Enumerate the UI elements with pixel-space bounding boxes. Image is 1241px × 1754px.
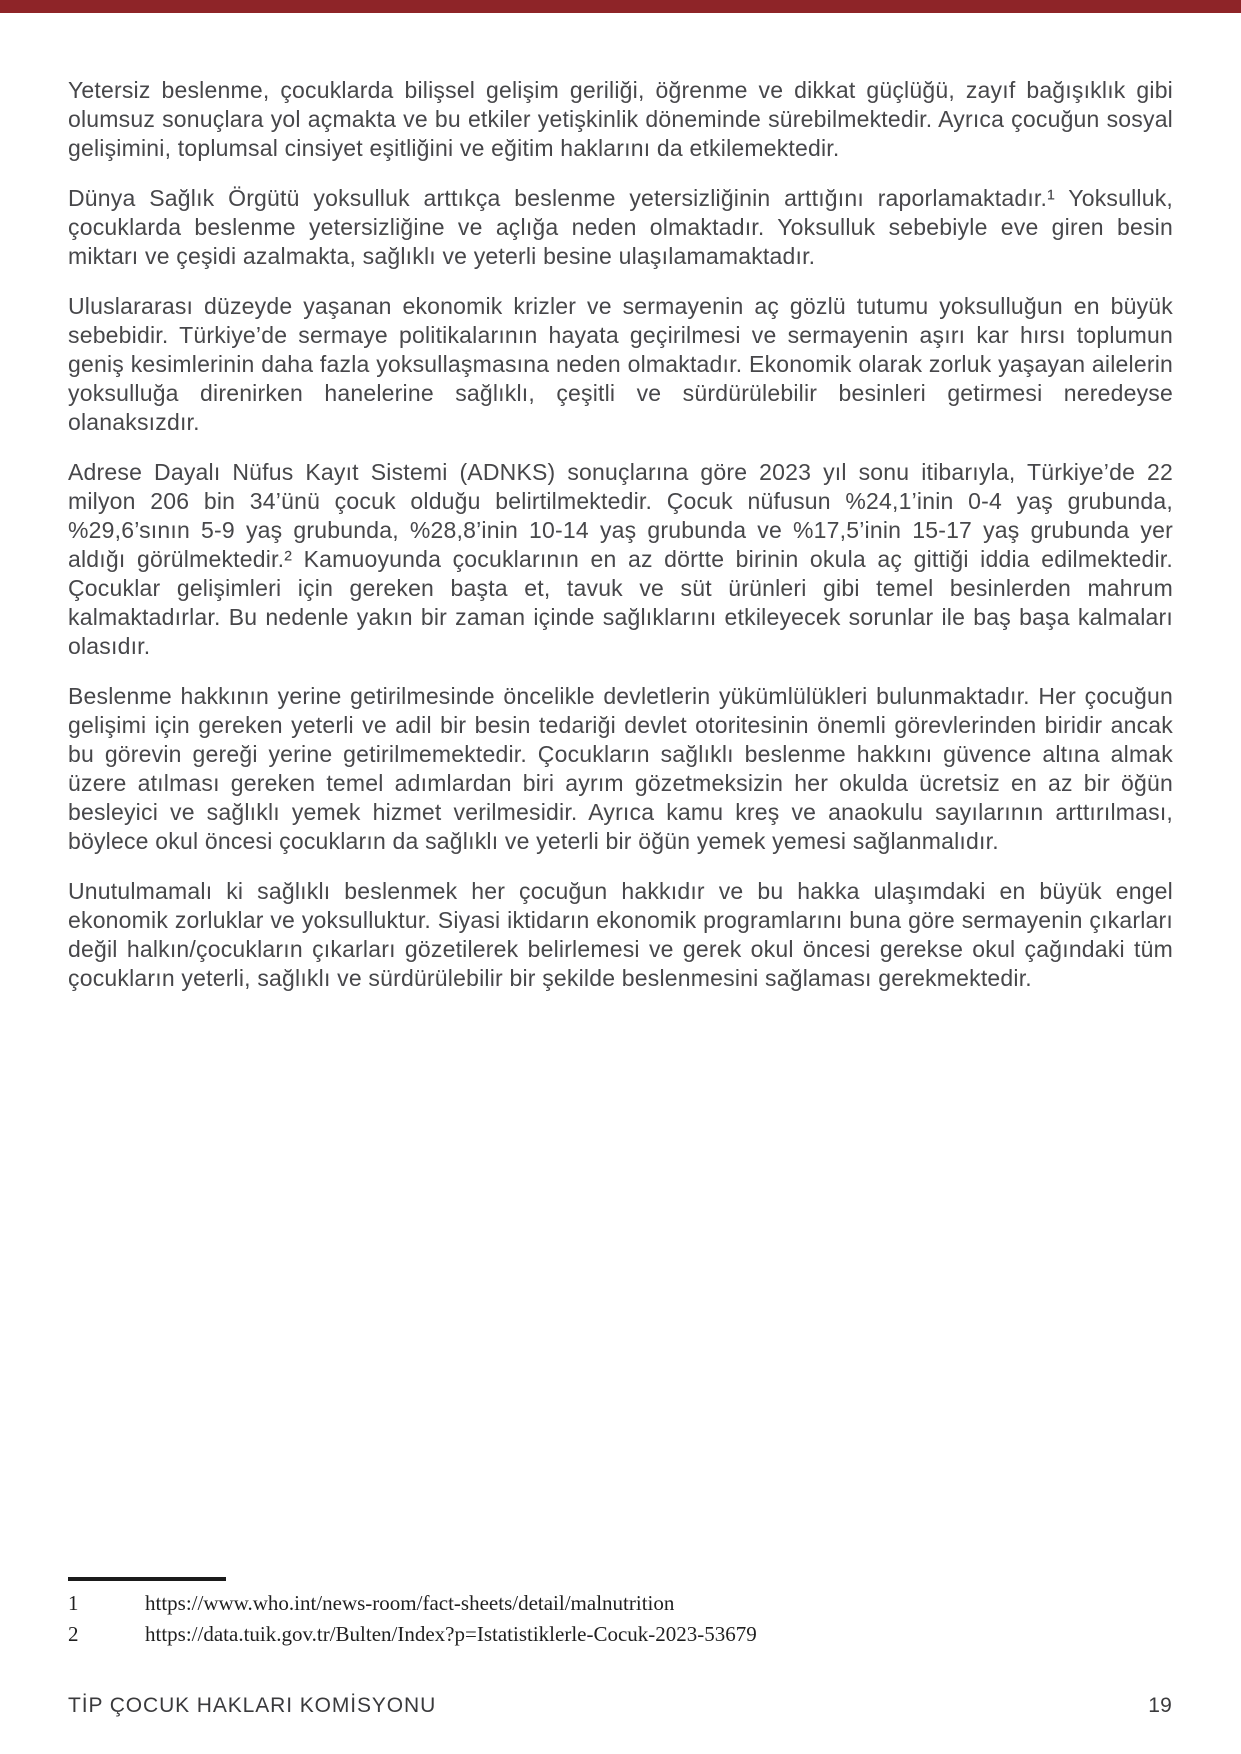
footnotes-section: [68, 1577, 1173, 1650]
page-footer: [68, 1694, 1172, 1718]
footnote-marker: 1: [68, 1591, 79, 1615]
footnote-url-link[interactable]: https://www.who.int/news-room/fact-sheets/detail/malnutrition: [145, 1591, 675, 1615]
body-paragraph-2: Dünya Sağlık Örgütü yoksulluk arttıkça beslenme yetersizliğinin arttığını raporlamaktadır.¹ Yoksulluk, çocuklarda beslenme yetersizliğine ve açlığa neden olmaktadır. Yoksulluk sebebiyle eve giren besin miktarı ve çeşidi azalmakta, sağlıklı ve yeterli besine ulaşılamamaktadır.: [68, 185, 1173, 269]
page-top-accent-bar: [0, 0, 1241, 13]
footnote-item: [68, 1619, 1173, 1650]
body-text: [68, 76, 1173, 1014]
footer-commission-name: TİP ÇOCUK HAKLARI KOMİSYONU: [68, 1694, 437, 1717]
footnote-separator-rule: [68, 1577, 226, 1581]
body-paragraph-1: Yetersiz beslenme, çocuklarda bilişsel gelişim geriliği, öğrenme ve dikkat güçlüğü, zayıf bağışıklık gibi olumsuz sonuçlara yol açmakta ve bu etkiler yetişkinlik döneminde sürebilmektedir. Ayrıca çocuğun sosyal gelişimini, toplumsal cinsiyet eşitliğini ve eğitim haklarını da etkilemektedir.: [68, 77, 1173, 161]
body-paragraph-4: Adrese Dayalı Nüfus Kayıt Sistemi (ADNKS) sonuçlarına göre 2023 yıl sonu itibarıyla, Türkiye’de 22 milyon 206 bin 34’ünü çocuk olduğu belirtilmektedir. Çocuk nüfusun %24,1’inin 0-4 yaş grubunda, %29,6’sının 5-9 yaş grubunda, %28,8’inin 10-14 yaş grubunda ve %17,5’inin 15-17 yaş grubunda yer aldığı görülmektedir.² Kamuoyunda çocuklarının en az dörtte birinin okula aç gittiği iddia edilmektedir. Çocuklar gelişimleri için gereken başta et, tavuk ve süt ürünleri gibi temel besinlerden mahrum kalmaktadırlar. Bu nedenle yakın bir zaman içinde sağlıklarını etkileyecek sorunlar ile baş başa kalmaları olasıdır.: [68, 459, 1173, 659]
body-paragraph-5: Beslenme hakkının yerine getirilmesinde öncelikle devletlerin yükümlülükleri bulunmaktadır. Her çocuğun gelişimi için gereken yeterli ve adil bir besin tedariği devlet otoritesinin önemli görevlerinden biridir ancak bu görevin gereği yerine getirilmemektedir. Çocukların sağlıklı beslenme hakkını güvence altına almak üzere atılması gereken temel adımlardan biri ayrım gözetmeksizin her okulda ücretsiz en az bir öğün besleyici ve sağlıklı yemek hizmet verilmesidir. Ayrıca kamu kreş ve anaokulu sayılarının arttırılması, böylece okul öncesi çocukların da sağlıklı ve yeterli bir öğün yemek yemesi sağlanmalıdır.: [68, 683, 1173, 854]
footnote-url-link[interactable]: https://data.tuik.gov.tr/Bulten/Index?p=Istatistiklerle-Cocuk-2023-53679: [145, 1622, 757, 1646]
footer-page-number: 19: [1148, 1694, 1172, 1717]
body-paragraph-3: Uluslararası düzeyde yaşanan ekonomik krizler ve sermayenin aç gözlü tutumu yoksulluğun en büyük sebebidir. Türkiye’de sermaye politikalarının hayata geçirilmesi ve sermayenin aşırı kar hırsı toplumun geniş kesimlerinin daha fazla yoksullaşmasına neden olmaktadır. Ekonomik olarak zorluk yaşayan ailelerin yoksulluğa direnirken hanelerine sağlıklı, çeşitli ve sürdürülebilir besinleri getirmesi neredeyse olanaksızdır.: [68, 293, 1173, 435]
footnote-item: [68, 1588, 1173, 1619]
body-paragraph-6: Unutulmamalı ki sağlıklı beslenmek her çocuğun hakkıdır ve bu hakka ulaşımdaki en büyük engel ekonomik zorluklar ve yoksulluktur. Siyasi iktidarın ekonomik programlarını buna göre sermayenin çıkarları değil halkın/çocukların çıkarları gözetilerek belirlemesi ve gerek okul öncesi gerekse okul çağındaki tüm çocukların yeterli, sağlıklı ve sürdürülebilir bir şekilde beslenmesini sağlaması gerekmektedir.: [68, 878, 1173, 991]
footnote-marker: 2: [68, 1622, 79, 1646]
